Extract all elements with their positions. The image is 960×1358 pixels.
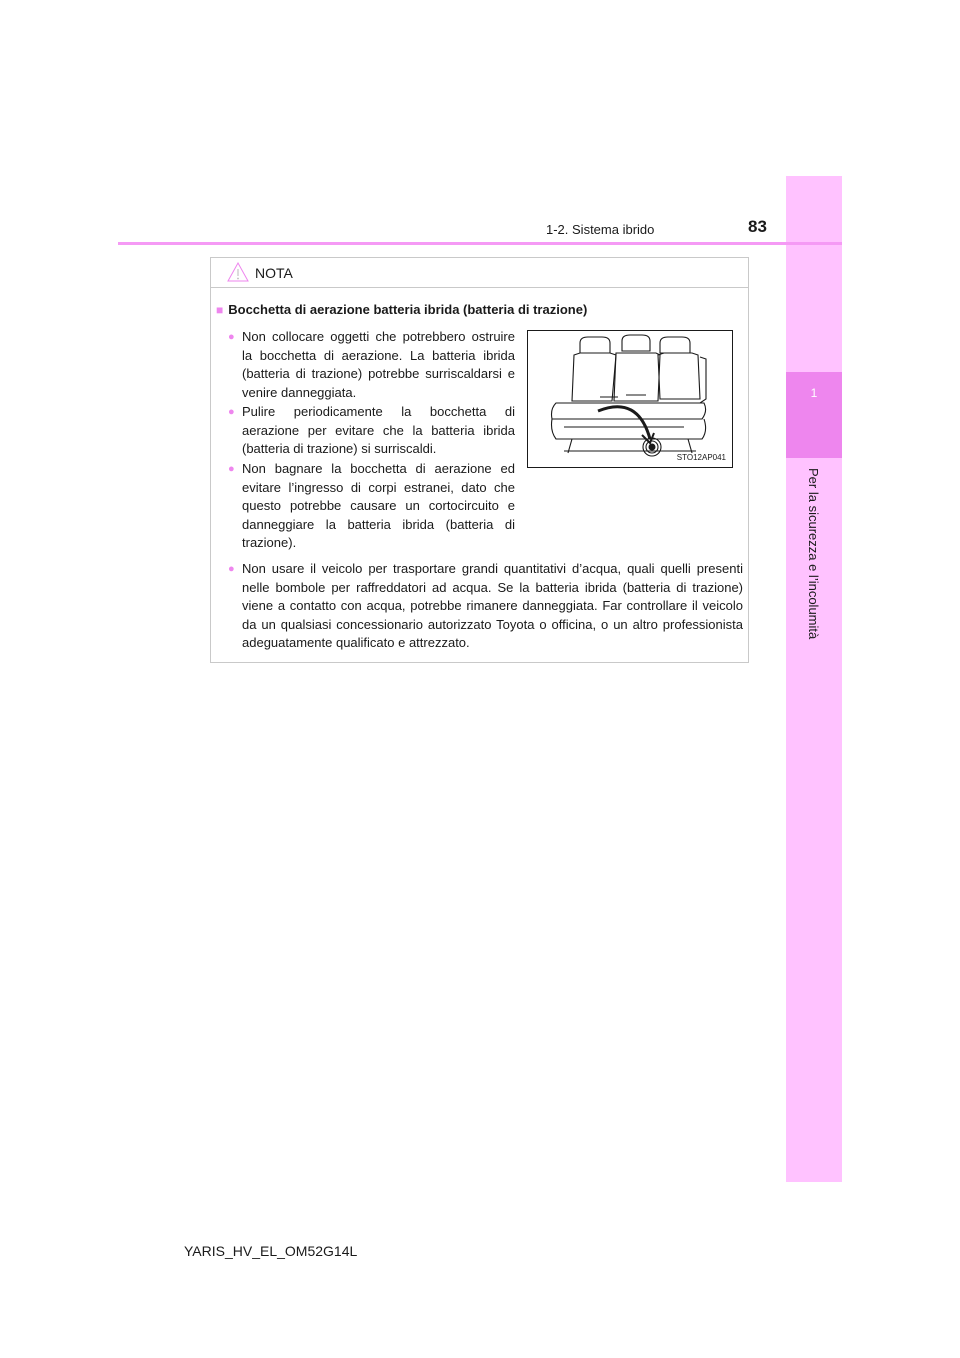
chapter-side-tab	[786, 176, 842, 1182]
notice-box	[210, 257, 749, 663]
notice-bullet-4: ● Non usare il veicolo per trasportare grandi quantitativi d’acqua, quali quelli presenti nelle bombole per raffreddatori ad acqua. Se la batteria ibrida (batteria di trazione) viene a contatto con acqua, potrebbe rimanere danneggiata. Far controllare il veicolo da un qualsiasi concessionario autorizzato Toyota o officina, o un altro professionista adeguatamente qualificato e attrezzato.	[228, 561, 743, 651]
section-title: 1-2. Sistema ibrido	[546, 222, 655, 237]
page-number: 83	[748, 217, 767, 236]
notice-label: NOTA	[255, 265, 293, 281]
warning-triangle-icon	[227, 262, 249, 282]
notice-header	[211, 258, 748, 288]
bullet-dot-icon: ●	[228, 331, 235, 343]
rear-seat-vent-drawing	[528, 331, 732, 467]
notice-bullet-2: ● Pulire periodicamente la bocchetta di aerazione per evitare che la batteria ibrida (batteria di trazione) si surriscaldi.	[228, 404, 515, 457]
document-code: YARIS_HV_EL_OM52G14L	[184, 1243, 358, 1259]
chapter-title: Per la sicurezza e l’incolumità	[806, 468, 821, 640]
chapter-number: 1	[810, 386, 818, 400]
bullet-dot-icon: ●	[228, 406, 235, 418]
notice-subheading: ■ Bocchetta di aerazione batteria ibrida (batteria di trazione)	[216, 302, 588, 317]
notice-bullet-3: ● Non bagnare la bocchetta di aerazione ed evitare l’ingresso di corpi estranei, dato che questo potrebbe causare un cortocircuito e danneggiare la batteria ibrida (batteria di trazione).	[228, 461, 515, 551]
header-rule	[118, 242, 842, 245]
rear-seat-illustration	[527, 330, 733, 468]
bullet-dot-icon: ●	[228, 563, 235, 575]
bullet-dot-icon: ●	[228, 463, 235, 475]
square-bullet-icon: ■	[216, 303, 224, 317]
chapter-tab-active[interactable]	[786, 372, 842, 458]
notice-bullet-1: ● Non collocare oggetti che potrebbero ostruire la bocchetta di aerazione. La batteria ibrida (batteria di trazione) potrebbe surriscaldarsi e venire danneggiata.	[228, 329, 515, 400]
figure-code: STO12AP041	[676, 453, 726, 462]
